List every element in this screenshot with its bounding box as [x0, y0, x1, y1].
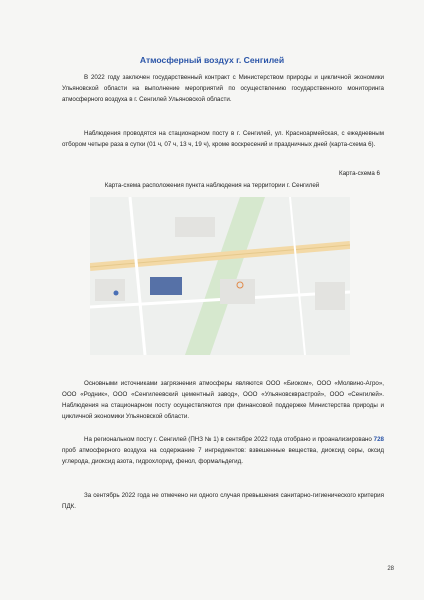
building-block — [315, 282, 345, 310]
samples-text-before: На региональном посту г. Сенгилей (ПНЗ № 1) в сентябре 2022 года отобрано и проанализировано — [84, 436, 374, 443]
paragraph-samples — [62, 434, 384, 467]
samples-count: 728 — [373, 436, 384, 443]
building-block — [95, 279, 125, 301]
map-caption: Карта-схема расположения пункта наблюдения на территории г. Сенгилей — [104, 182, 320, 189]
paragraph-observations: Наблюдения проводятся на стационарном посту в г. Сенгилей, ул. Красноармейская, с ежедневным отбором четыре раза в сутки (01 ч, 07 ч, 13 ч, 19 ч), кроме воскресений и праздничных дней (карта-схема 6). — [62, 130, 384, 148]
paragraph-contract: В 2022 году заключен государственный контракт с Министерством природы и цикличной экономики Ульяновской области на выполнение мероприятий по осуществлению государственного мониторинга атмосферного воздуха в г. Сенгилей Ульяновской области. — [62, 74, 384, 103]
station-marker — [150, 277, 182, 295]
paragraph-conclusion: За сентябрь 2022 года не отмечено ни одного случая превышения санитарно-гигиенического критерия ПДК. — [62, 492, 384, 510]
map-label: Карта-схема 6 — [338, 170, 380, 177]
samples-text-after: проб атмосферного воздуха на содержание 7 ингредиентов: взвешенные вещества, диоксид серы, оксид углерода, диоксид азота, гидрохлорид, фенол, формальдегид. — [62, 447, 384, 465]
paragraph-sources: Основными источниками загрязнения атмосферы являются ООО «Биоком», ООО «Молвино-Агро», ООО «Родник», ООО «Сенгилеевский цементный завод», ООО «Ульяновскврастрой», ООО «Сенгилей». Наблюдения на стационарном посту осуществляются при финансовой поддержке Министерства природы и цикличной экономики Ульяновской области. — [62, 380, 384, 420]
location-map — [90, 197, 350, 355]
page-number: 28 — [387, 566, 394, 572]
building-block — [175, 217, 215, 237]
map-pin-icon — [114, 291, 119, 296]
page-title: Атмосферный воздух г. Сенгилей — [139, 55, 285, 65]
map-drawing — [90, 197, 350, 355]
